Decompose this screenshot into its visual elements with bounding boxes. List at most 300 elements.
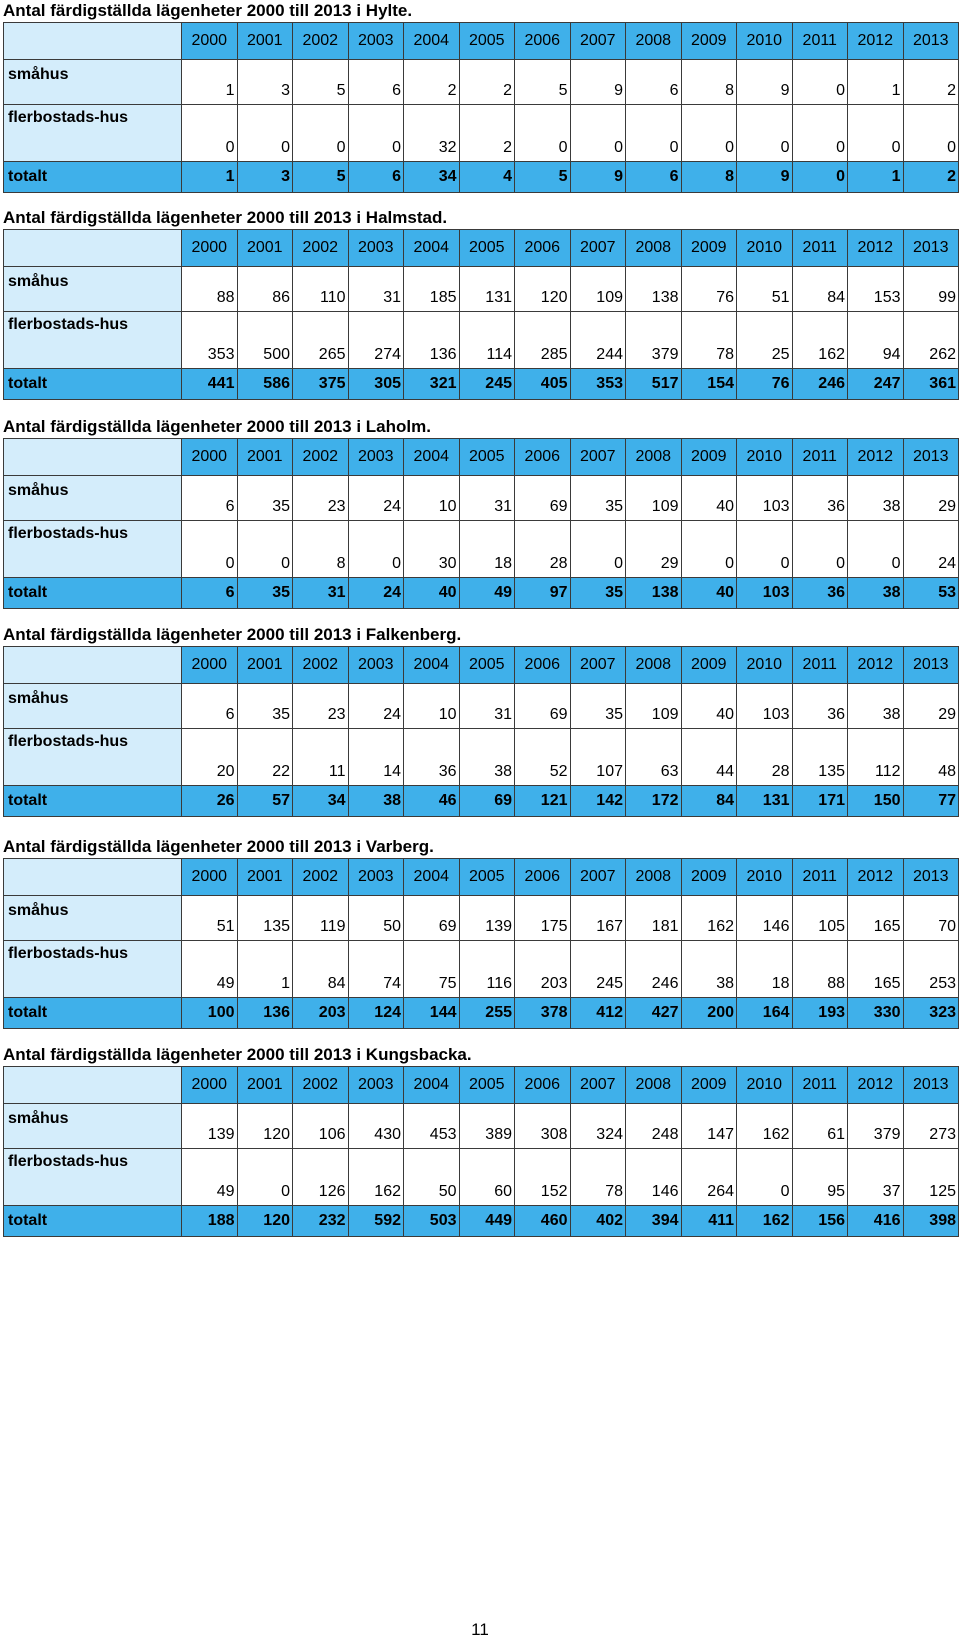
value-cell: 29 [903,684,959,729]
value-cell: 244 [570,312,626,369]
flerbostadshus-row [4,105,959,162]
year-header-cell: 2003 [348,439,404,476]
value-cell: 146 [737,896,793,941]
year-header-cell: 2005 [459,647,515,684]
value-cell: 53 [903,578,959,609]
value-cell: 1 [182,162,238,193]
value-cell: 139 [459,896,515,941]
value-cell: 40 [404,578,460,609]
value-cell: 109 [570,267,626,312]
row-label-cell: småhus [4,896,182,941]
value-cell: 175 [515,896,571,941]
value-cell: 88 [792,941,848,998]
value-cell: 586 [237,369,293,400]
table-title: Antal färdigställda lägenheter 2000 till 2013 i Kungsbacka. [3,1045,472,1064]
value-cell: 1 [182,60,238,105]
value-cell: 0 [237,521,293,578]
value-cell: 0 [848,105,904,162]
value-cell: 453 [404,1104,460,1149]
value-cell: 0 [237,1149,293,1206]
value-cell: 379 [626,312,682,369]
year-header-cell: 2011 [792,23,848,60]
year-header-cell: 2000 [182,230,238,267]
value-cell: 95 [792,1149,848,1206]
year-header-cell: 2008 [626,230,682,267]
value-cell: 154 [681,369,737,400]
value-cell: 247 [848,369,904,400]
value-cell: 6 [348,60,404,105]
value-cell: 398 [903,1206,959,1237]
value-cell: 144 [404,998,460,1029]
value-cell: 94 [848,312,904,369]
value-cell: 0 [348,521,404,578]
value-cell: 8 [293,521,349,578]
value-cell: 49 [182,941,238,998]
year-header-cell: 2013 [903,230,959,267]
value-cell: 2 [459,105,515,162]
year-header-cell: 2008 [626,439,682,476]
year-header-cell: 2012 [848,23,904,60]
flerbostadshus-row [4,729,959,786]
header-corner-cell [4,439,182,476]
value-cell: 63 [626,729,682,786]
value-cell: 75 [404,941,460,998]
value-cell: 103 [737,578,793,609]
value-cell: 321 [404,369,460,400]
value-cell: 0 [570,521,626,578]
value-cell: 120 [515,267,571,312]
year-header-cell: 2007 [570,647,626,684]
year-header-cell: 2001 [237,439,293,476]
value-cell: 162 [348,1149,404,1206]
value-cell: 119 [293,896,349,941]
year-header-cell: 2013 [903,23,959,60]
smahus-row [4,60,959,105]
year-header-cell: 2013 [903,859,959,896]
year-header-cell: 2005 [459,1067,515,1104]
value-cell: 74 [348,941,404,998]
value-cell: 25 [737,312,793,369]
value-cell: 164 [737,998,793,1029]
value-cell: 11 [293,729,349,786]
value-cell: 162 [737,1206,793,1237]
value-cell: 97 [515,578,571,609]
year-header-cell: 2009 [681,23,737,60]
header-row [4,230,959,267]
value-cell: 0 [182,521,238,578]
value-cell: 1 [237,941,293,998]
value-cell: 181 [626,896,682,941]
page-number: 11 [471,1620,489,1639]
value-cell: 150 [848,786,904,817]
value-cell: 38 [459,729,515,786]
value-cell: 26 [182,786,238,817]
value-cell: 0 [737,105,793,162]
table-title: Antal färdigställda lägenheter 2000 till 2013 i Varberg. [3,837,434,856]
value-cell: 112 [848,729,904,786]
value-cell: 35 [237,684,293,729]
value-cell: 167 [570,896,626,941]
year-header-cell: 2007 [570,859,626,896]
value-cell: 503 [404,1206,460,1237]
value-cell: 9 [570,60,626,105]
value-cell: 246 [792,369,848,400]
year-header-cell: 2008 [626,859,682,896]
value-cell: 120 [237,1104,293,1149]
year-header-cell: 2008 [626,23,682,60]
year-header-cell: 2004 [404,1067,460,1104]
value-cell: 30 [404,521,460,578]
row-label-cell: småhus [4,60,182,105]
value-cell: 99 [903,267,959,312]
value-cell: 136 [404,312,460,369]
smahus-row [4,896,959,941]
value-cell: 411 [681,1206,737,1237]
value-cell: 9 [570,162,626,193]
totalt-row [4,369,959,400]
value-cell: 36 [404,729,460,786]
year-header-cell: 2011 [792,1067,848,1104]
value-cell: 146 [626,1149,682,1206]
value-cell: 18 [737,941,793,998]
value-cell: 10 [404,476,460,521]
value-cell: 20 [182,729,238,786]
flerbostadshus-row [4,521,959,578]
row-label-cell: flerbostads-hus [4,729,182,786]
year-header-cell: 2002 [293,647,349,684]
value-cell: 37 [848,1149,904,1206]
value-cell: 35 [570,578,626,609]
value-cell: 8 [681,60,737,105]
value-cell: 139 [182,1104,238,1149]
value-cell: 6 [626,60,682,105]
year-header-cell: 2000 [182,439,238,476]
value-cell: 245 [459,369,515,400]
table-title: Antal färdigställda lägenheter 2000 till 2013 i Halmstad. [3,208,448,227]
value-cell: 110 [293,267,349,312]
value-cell: 0 [348,105,404,162]
value-cell: 38 [681,941,737,998]
value-cell: 427 [626,998,682,1029]
row-label-cell: flerbostads-hus [4,941,182,998]
value-cell: 46 [404,786,460,817]
value-cell: 52 [515,729,571,786]
value-cell: 5 [293,162,349,193]
year-header-cell: 2004 [404,439,460,476]
value-cell: 131 [459,267,515,312]
year-header-cell: 2005 [459,23,515,60]
value-cell: 36 [792,684,848,729]
value-cell: 76 [681,267,737,312]
data-table [3,1066,959,1237]
value-cell: 50 [348,896,404,941]
value-cell: 49 [459,578,515,609]
value-cell: 165 [848,941,904,998]
value-cell: 38 [848,476,904,521]
value-cell: 48 [903,729,959,786]
year-header-cell: 2006 [515,1067,571,1104]
value-cell: 389 [459,1104,515,1149]
value-cell: 264 [681,1149,737,1206]
value-cell: 124 [348,998,404,1029]
data-table [3,858,959,1029]
value-cell: 51 [182,896,238,941]
value-cell: 232 [293,1206,349,1237]
value-cell: 2 [903,60,959,105]
row-label-cell: småhus [4,684,182,729]
table-title: Antal färdigställda lägenheter 2000 till 2013 i Laholm. [3,417,431,436]
year-header-cell: 2003 [348,647,404,684]
year-header-cell: 2008 [626,1067,682,1104]
value-cell: 0 [515,105,571,162]
header-corner-cell [4,647,182,684]
totalt-row [4,786,959,817]
value-cell: 2 [903,162,959,193]
year-header-cell: 2003 [348,230,404,267]
year-header-cell: 2010 [737,647,793,684]
year-header-cell: 2007 [570,1067,626,1104]
value-cell: 36 [792,578,848,609]
year-header-cell: 2000 [182,647,238,684]
year-header-cell: 2003 [348,859,404,896]
value-cell: 592 [348,1206,404,1237]
year-header-cell: 2004 [404,859,460,896]
value-cell: 35 [570,476,626,521]
year-header-cell: 2009 [681,1067,737,1104]
value-cell: 31 [348,267,404,312]
data-table [3,646,959,817]
value-cell: 253 [903,941,959,998]
value-cell: 1 [848,60,904,105]
value-cell: 32 [404,105,460,162]
year-header-cell: 2000 [182,1067,238,1104]
table-section [3,416,958,609]
value-cell: 38 [848,684,904,729]
totalt-row [4,1206,959,1237]
value-cell: 69 [404,896,460,941]
year-header-cell: 2003 [348,23,404,60]
smahus-row [4,476,959,521]
value-cell: 147 [681,1104,737,1149]
data-table [3,229,959,400]
year-header-cell: 2002 [293,230,349,267]
value-cell: 0 [792,105,848,162]
value-cell: 0 [182,105,238,162]
year-header-cell: 2009 [681,439,737,476]
value-cell: 500 [237,312,293,369]
value-cell: 28 [737,729,793,786]
value-cell: 69 [515,684,571,729]
value-cell: 61 [792,1104,848,1149]
year-header-cell: 2012 [848,859,904,896]
value-cell: 255 [459,998,515,1029]
value-cell: 22 [237,729,293,786]
value-cell: 430 [348,1104,404,1149]
row-label-cell: småhus [4,267,182,312]
flerbostadshus-row [4,941,959,998]
row-label-cell: totalt [4,786,182,817]
header-row [4,1067,959,1104]
row-label-cell: totalt [4,1206,182,1237]
value-cell: 0 [626,105,682,162]
row-label-cell: totalt [4,369,182,400]
year-header-cell: 2001 [237,230,293,267]
table-title: Antal färdigställda lägenheter 2000 till 2013 i Falkenberg. [3,625,462,644]
value-cell: 57 [237,786,293,817]
value-cell: 9 [737,162,793,193]
value-cell: 24 [348,684,404,729]
value-cell: 405 [515,369,571,400]
year-header-cell: 2007 [570,439,626,476]
value-cell: 31 [459,684,515,729]
value-cell: 517 [626,369,682,400]
value-cell: 138 [626,578,682,609]
year-header-cell: 2005 [459,230,515,267]
value-cell: 6 [348,162,404,193]
year-header-cell: 2009 [681,859,737,896]
value-cell: 0 [792,60,848,105]
value-cell: 0 [792,521,848,578]
value-cell: 248 [626,1104,682,1149]
year-header-cell: 2010 [737,1067,793,1104]
value-cell: 324 [570,1104,626,1149]
value-cell: 0 [681,105,737,162]
value-cell: 69 [515,476,571,521]
value-cell: 86 [237,267,293,312]
row-label-cell: flerbostads-hus [4,521,182,578]
value-cell: 40 [681,684,737,729]
value-cell: 171 [792,786,848,817]
value-cell: 38 [348,786,404,817]
value-cell: 131 [737,786,793,817]
value-cell: 78 [681,312,737,369]
value-cell: 24 [903,521,959,578]
year-header-cell: 2002 [293,859,349,896]
year-header-cell: 2000 [182,23,238,60]
value-cell: 4 [459,162,515,193]
value-cell: 23 [293,476,349,521]
value-cell: 379 [848,1104,904,1149]
value-cell: 76 [737,369,793,400]
year-header-cell: 2008 [626,647,682,684]
value-cell: 121 [515,786,571,817]
value-cell: 142 [570,786,626,817]
value-cell: 0 [737,521,793,578]
value-cell: 285 [515,312,571,369]
value-cell: 162 [681,896,737,941]
value-cell: 0 [570,105,626,162]
value-cell: 203 [515,941,571,998]
value-cell: 193 [792,998,848,1029]
year-header-cell: 2012 [848,439,904,476]
year-header-cell: 2010 [737,23,793,60]
value-cell: 105 [792,896,848,941]
flerbostadshus-row [4,312,959,369]
row-label-cell: flerbostads-hus [4,1149,182,1206]
year-header-cell: 2005 [459,859,515,896]
totalt-row [4,998,959,1029]
value-cell: 34 [293,786,349,817]
value-cell: 3 [237,60,293,105]
value-cell: 107 [570,729,626,786]
year-header-cell: 2007 [570,23,626,60]
value-cell: 28 [515,521,571,578]
year-header-cell: 2009 [681,647,737,684]
year-header-cell: 2006 [515,439,571,476]
value-cell: 8 [681,162,737,193]
value-cell: 35 [570,684,626,729]
value-cell: 116 [459,941,515,998]
value-cell: 274 [348,312,404,369]
value-cell: 100 [182,998,238,1029]
smahus-row [4,1104,959,1149]
header-corner-cell [4,230,182,267]
year-header-cell: 2006 [515,859,571,896]
header-row [4,439,959,476]
value-cell: 29 [903,476,959,521]
row-label-cell: småhus [4,1104,182,1149]
header-corner-cell [4,859,182,896]
totalt-row [4,162,959,193]
value-cell: 24 [348,578,404,609]
value-cell: 273 [903,1104,959,1149]
year-header-cell: 2002 [293,439,349,476]
value-cell: 200 [681,998,737,1029]
value-cell: 106 [293,1104,349,1149]
data-table [3,438,959,609]
value-cell: 394 [626,1206,682,1237]
year-header-cell: 2013 [903,647,959,684]
value-cell: 40 [681,476,737,521]
value-cell: 31 [293,578,349,609]
value-cell: 84 [792,267,848,312]
table-title: Antal färdigställda lägenheter 2000 till 2013 i Hylte. [3,1,413,20]
year-header-cell: 2005 [459,439,515,476]
value-cell: 2 [459,60,515,105]
year-header-cell: 2006 [515,647,571,684]
year-header-cell: 2002 [293,1067,349,1104]
value-cell: 5 [515,162,571,193]
year-header-cell: 2011 [792,859,848,896]
year-header-cell: 2013 [903,439,959,476]
value-cell: 38 [848,578,904,609]
value-cell: 165 [848,896,904,941]
year-header-cell: 2010 [737,859,793,896]
year-header-cell: 2009 [681,230,737,267]
table-section [3,0,958,193]
year-header-cell: 2007 [570,230,626,267]
value-cell: 9 [737,60,793,105]
value-cell: 441 [182,369,238,400]
flerbostadshus-row [4,1149,959,1206]
year-header-cell: 2012 [848,1067,904,1104]
value-cell: 0 [681,521,737,578]
year-header-cell: 2012 [848,230,904,267]
year-header-cell: 2010 [737,230,793,267]
year-header-cell: 2011 [792,439,848,476]
value-cell: 18 [459,521,515,578]
header-corner-cell [4,23,182,60]
header-row [4,23,959,60]
value-cell: 5 [293,60,349,105]
value-cell: 262 [903,312,959,369]
value-cell: 188 [182,1206,238,1237]
value-cell: 109 [626,476,682,521]
year-header-cell: 2001 [237,23,293,60]
year-header-cell: 2011 [792,647,848,684]
value-cell: 126 [293,1149,349,1206]
value-cell: 6 [182,476,238,521]
